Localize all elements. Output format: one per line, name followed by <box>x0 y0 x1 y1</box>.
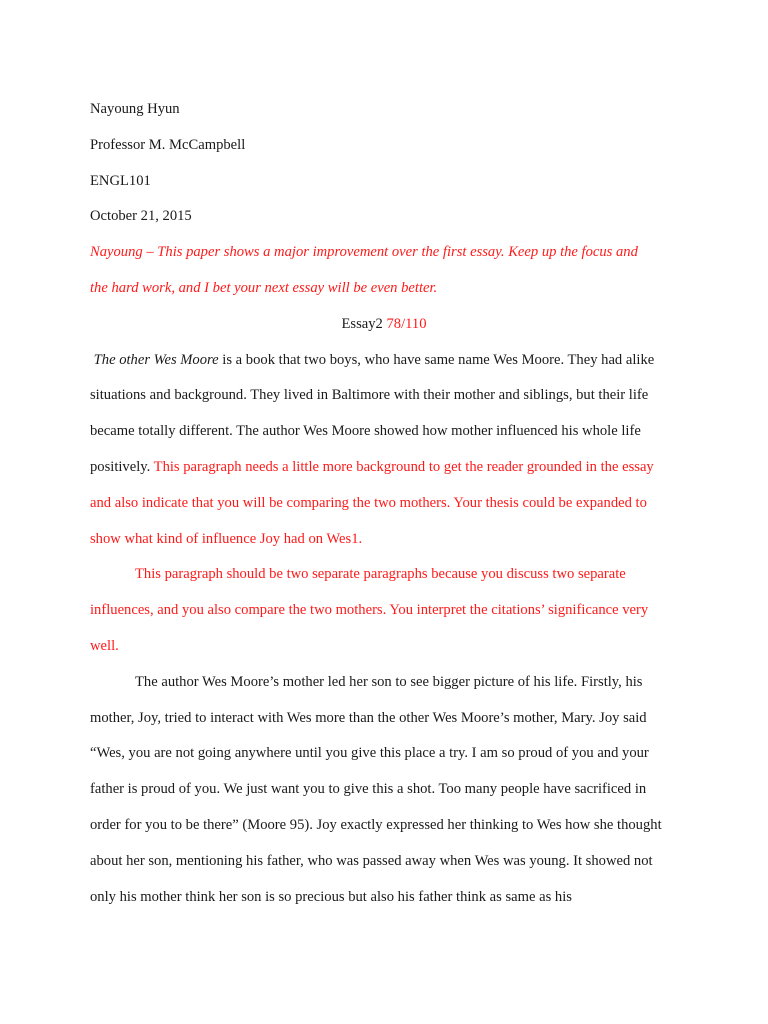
paragraph-comment: This paragraph should be two separate paragraphs because you discuss two separate influences, and you also compare the two mothers. You interpret the citations’ significance very well. <box>90 566 649 654</box>
essay-grade: 78/110 <box>386 315 427 332</box>
essay-title-text: Essay2 <box>341 315 387 332</box>
professor-name: Professor M. McCampbell <box>90 136 246 153</box>
instructor-comment-line2: the hard work, and I bet your next essay will be even better. <box>90 279 438 296</box>
intro-comment: This paragraph needs a little more background to get the reader grounded in the essay and also indicate that you will be comparing the two mothers. Your thesis could be expanded to show what kind of influence Joy had on Wes1. <box>90 458 654 547</box>
essay-date: October 21, 2015 <box>90 208 192 225</box>
instructor-comment-line1: Nayoung – This paper shows a major improvement over the first essay. Keep up the focus and <box>90 244 638 261</box>
essay-title <box>90 307 678 343</box>
book-title: The other Wes Moore <box>93 351 219 368</box>
course-code: ENGL101 <box>90 172 151 189</box>
body-paragraph: The author Wes Moore’s mother led her son to see bigger picture of his life. Firstly, his mother, Joy, tried to interact with Wes more than the other Wes Moore’s mother, Mary. Joy said “Wes, you are not going anywhere until you give this place a try. I am so proud of you and your father is proud of you. We just want you to give this a shot. Too many people have sacrificed in order for you to be there” (Moore 95). Joy exactly expressed her thinking to Wes how she thought about her son, mentioning his father, who was passed away when Wes was young. It showed not only his mother think her son is so precious but also his father think as same as his <box>90 673 662 905</box>
student-name: Nayoung Hyun <box>90 101 180 117</box>
intro-text: is a book that two boys, who have same name Wes Moore. They had alike situations and background. They lived in Baltimore with their mother and siblings, but their life became totally different. The author Wes Moore showed how mother influenced his whole life positively. <box>90 351 655 475</box>
intro-paragraph <box>90 343 678 558</box>
